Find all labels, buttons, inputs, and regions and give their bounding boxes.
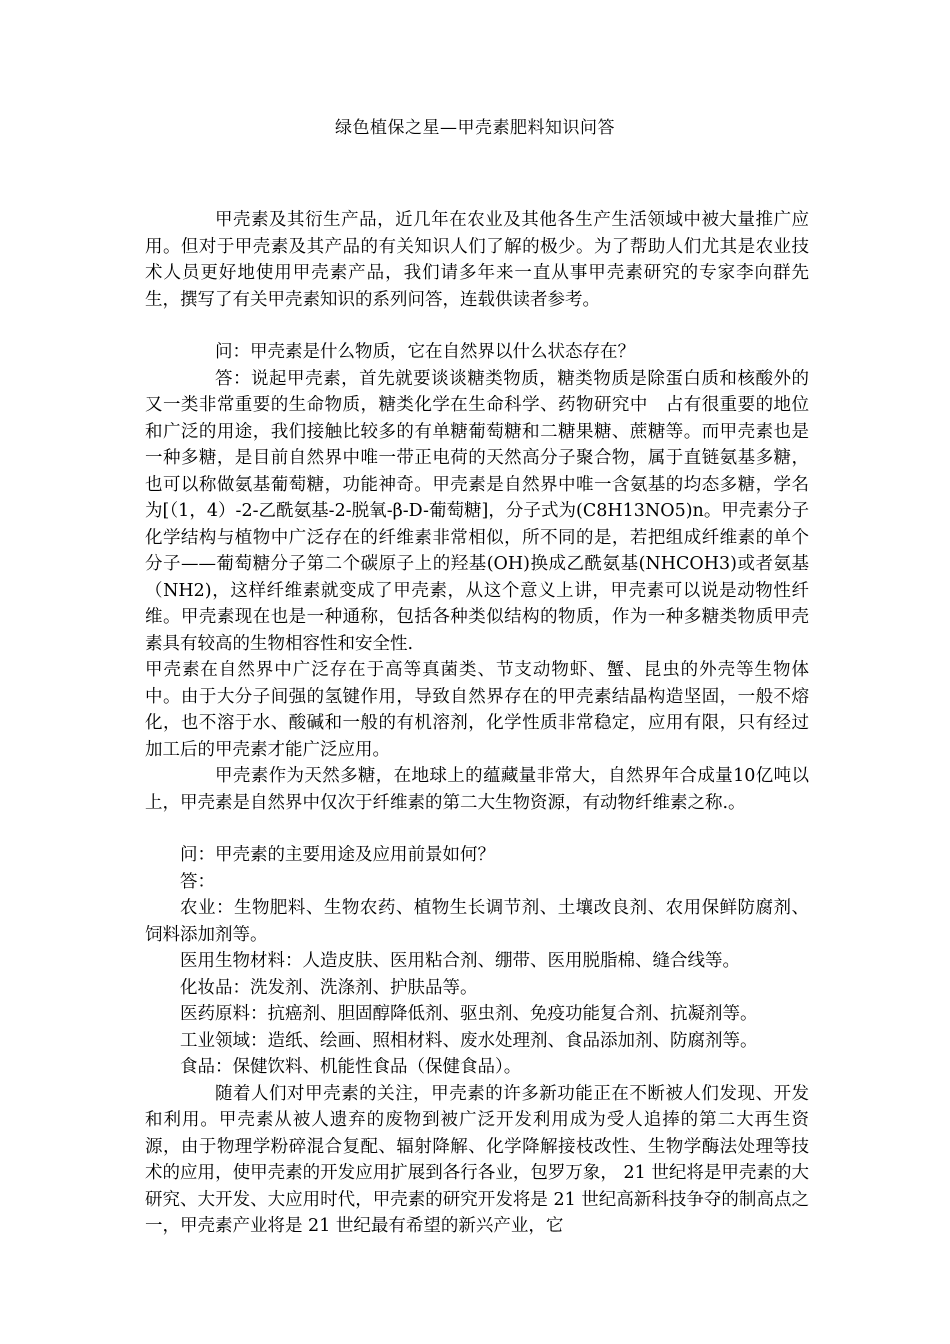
question-2: 问：甲壳素的主要用途及应用前景如何？: [180, 845, 495, 865]
answer-1-paragraph-2: 甲壳素在自然界中广泛存在于高等真菌类、节支动物虾、蟹、昆虫的外壳等生物体中。由于大分子间强的氢键作用，导致自然界存在的甲壳素结晶构造坚固，一般不熔化，也不溶于水、酸碱和一般的有机溶剂，化学性质非常稳定，应用有限，只有经过加工后的甲壳素才能广泛应用。: [145, 660, 809, 760]
document-title: 绿色植保之星—甲壳素肥料知识问答: [335, 118, 615, 138]
document-body: [145, 207, 809, 1240]
answer-1-paragraph-3: 甲壳素作为天然多糖，在地球上的蕴藏量非常大，自然界年合成量10亿吨以上，甲壳素是自然界中仅次于纤维素的第二大生物资源，有动物纤维素之称.。: [145, 766, 809, 813]
answer-2-label: 答：: [180, 871, 215, 892]
use-industry: 工业领域：造纸、绘画、照相材料、废水处理剂、食品添加剂、防腐剂等。: [180, 1030, 758, 1051]
outlook-paragraph: 随着人们对甲壳素的关注，甲壳素的许多新功能正在不断被人们发现、开发和利用。甲壳素从被人遗弃的废物到被广泛开发利用成为受人追捧的第二大再生资源，由于物理学粉碎混合复配、辐射降解、化学降解接枝改性、生物学酶法处理等技术的应用，使甲壳素的开发应用扩展到各行各业，包罗万象， 21 世纪将是甲壳素的大研究、大开发、大应用时代，甲壳素的研究开发将是 21 世纪高新科技争夺的制高点之一，甲壳素产业将是 21 世纪最有希望的新兴产业，它: [145, 1083, 809, 1236]
answer-1-paragraph-1: 答：说起甲壳素，首先就要谈谈糖类物质，糖类物质是除蛋白质和核酸外的又一类非常重要的生命物质，糖类化学在生命科学、药物研究中 占有很重要的地位和广泛的用途，我们接触比较多的有单糖葡萄糖和二糖果糖、蔗糖等。而甲壳素也是一种多糖，是目前自然界中唯一带正电荷的天然高分子聚合物，属于直链氨基多糖，也可以称做氨基葡萄糖，功能神奇。甲壳素是自然界中唯一含氨基的均态多糖，学名为[（1，4）-2-乙酰氨基-2-脱氧-β-D-葡萄糖]，分子式为(C8H13NO5)n。甲壳素分子化学结构与植物中广泛存在的纤维素非常相似，所不同的是，若把组成纤维素的单个分子——葡萄糖分子第二个碳原子上的羟基(OH)换成乙酰氨基(NHCOH3)或者氨基（NH2)，这样纤维素就变成了甲壳素，从这个意义上讲，甲壳素可以说是动物性纤维。甲壳素现在也是一种通称，包括各种类似结构的物质，作为一种多糖类物质甲壳素具有较高的生物相容性和安全性.: [145, 368, 809, 654]
use-cosmetics: 化妆品：洗发剂、洗涤剂、护肤品等。: [180, 977, 478, 998]
question-1: 问：甲壳素是什么物质，它在自然界以什么状态存在？: [215, 342, 635, 362]
use-pharmaceuticals: 医药原料：抗癌剂、胆固醇降低剂、驱虫剂、免疫功能复合剂、抗凝剂等。: [180, 1004, 758, 1024]
intro-paragraph: 甲壳素及其衍生产品，近几年在农业及其他各生产生活领域中被大量推广应用。但对于甲壳素及其产品的有关知识人们了解的极少。为了帮助人们尤其是农业技术人员更好地使用甲壳素产品，我们请多年来一直从事甲壳素研究的专家李向群先生，撰写了有关甲壳素知识的系列问答，连载供读者参考。: [145, 210, 809, 310]
use-agriculture: 农业：生物肥料、生物农药、植物生长调节剂、土壤改良剂、农用保鲜防腐剂、饲料添加剂等。: [145, 898, 809, 945]
use-medical-materials: 医用生物材料：人造皮肤、医用粘合剂、绷带、医用脱脂棉、缝合线等。: [180, 951, 740, 971]
use-food: 食品：保健饮料、机能性食品（保健食品）。: [180, 1057, 522, 1077]
